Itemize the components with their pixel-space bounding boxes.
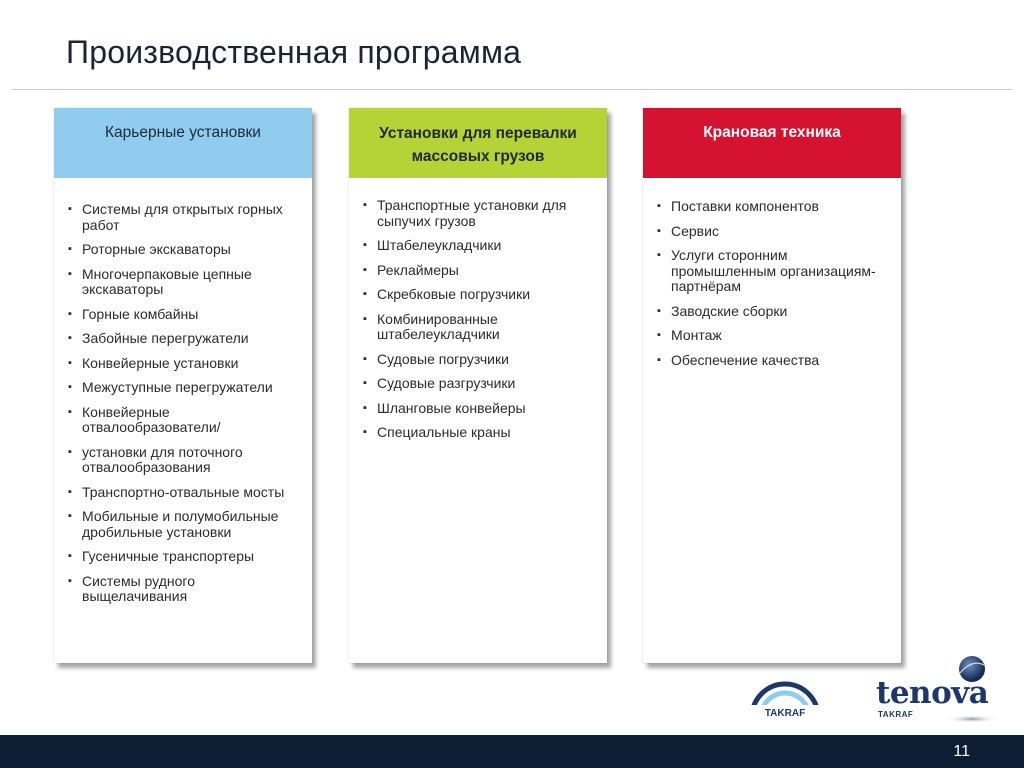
title-divider <box>12 89 1012 90</box>
page-number: 11 <box>953 743 970 760</box>
bullet-icon: ▪ <box>657 200 661 212</box>
tenova-logo <box>874 655 1002 727</box>
list-item: ▪ Забойные перегружатели <box>68 330 249 346</box>
list-item: ▪ Гусеничные транспортеры <box>68 548 255 564</box>
bullet-icon: ▪ <box>68 445 72 458</box>
list-item: ▪ Шланговые конвейеры <box>363 399 526 416</box>
column-header: Карьерные установки <box>54 108 312 178</box>
list-item: ▪ Штабелеукладчики <box>363 237 502 253</box>
bullet-icon: ▪ <box>363 377 367 389</box>
column-item-list <box>54 178 312 605</box>
bullet-icon: ▪ <box>363 199 367 211</box>
bullet-icon: ▪ <box>657 329 661 341</box>
bullet-icon: ▪ <box>68 356 72 369</box>
bullet-icon: ▪ <box>68 510 72 522</box>
list-item: ▪ Комбинированные штабелеукладчики <box>363 310 500 342</box>
list-item: ▪ Скребковые погрузчики <box>363 286 531 302</box>
bullet-icon: ▪ <box>363 263 367 276</box>
list-item: ▪ Монтаж <box>657 327 722 343</box>
bullet-icon: ▪ <box>68 332 72 344</box>
bullet-icon: ▪ <box>657 224 661 237</box>
bullet-icon: ▪ <box>68 267 72 280</box>
bullet-icon: ▪ <box>68 243 72 255</box>
column-mining-equipment <box>54 108 312 663</box>
list-item: ▪ Межуступные перегружатели <box>68 379 273 395</box>
bullet-icon: ▪ <box>68 307 72 320</box>
list-item: ▪ Обеспечение качества <box>657 351 820 368</box>
list-item: ▪ Поставки компонентов <box>657 198 819 214</box>
list-item: ▪ Системы для открытых горных работ <box>68 201 283 233</box>
bullet-icon: ▪ <box>363 401 367 414</box>
bullet-icon: ▪ <box>68 203 72 215</box>
column-header: Установки для перевалки массовых грузов <box>349 108 607 178</box>
list-item: ▪ установки для поточного отвалообразования <box>68 443 243 475</box>
column-item-list <box>643 178 901 368</box>
bullet-icon: ▪ <box>68 574 72 587</box>
column-header: Крановая техника <box>643 108 901 178</box>
list-item: ▪ Системы рудного выщелачивания <box>68 572 195 604</box>
list-item: ▪ Заводские сборки <box>657 302 788 319</box>
column-bulk-handling <box>349 108 607 663</box>
list-item: ▪ Услуги сторонним промышленным организациям-партнёрам <box>657 247 876 294</box>
list-item: ▪ Многочерпаковые цепные экскаваторы <box>68 265 252 297</box>
bullet-icon: ▪ <box>363 352 367 365</box>
takraf-logo-text: TAKRAF <box>764 708 806 719</box>
list-item: ▪ Транспортные установки для сыпучих грузов <box>363 197 567 229</box>
bullet-icon: ▪ <box>363 426 367 438</box>
bullet-icon: ▪ <box>68 550 72 562</box>
list-item: ▪ Конвейерные отвалообразователи/ <box>68 403 221 435</box>
list-item: ▪ Судовые разгрузчики <box>363 375 516 391</box>
bullet-icon: ▪ <box>68 381 72 393</box>
bullet-icon: ▪ <box>657 249 661 261</box>
list-item: ▪ Горные комбайны <box>68 305 199 322</box>
list-item: ▪ Конвейерные установки <box>68 354 239 371</box>
list-item: ▪ Роторные экскаваторы <box>68 241 231 257</box>
bullet-icon: ▪ <box>68 485 72 498</box>
bullet-icon: ▪ <box>657 304 661 317</box>
bullet-icon: ▪ <box>68 405 72 418</box>
bullet-icon: ▪ <box>657 353 661 366</box>
column-crane-technology <box>643 108 901 663</box>
column-item-list <box>349 178 607 441</box>
footer-bar <box>0 735 1024 768</box>
slide-title: Производственная программа <box>66 34 522 70</box>
list-item: ▪ Мобильные и полумобильные дробильные установки <box>68 508 279 540</box>
takraf-logo <box>748 679 822 719</box>
bullet-icon: ▪ <box>363 312 367 325</box>
tenova-subtext: TAKRAF <box>878 710 914 719</box>
list-item: ▪ Реклаймеры <box>363 261 459 278</box>
bullet-icon: ▪ <box>363 288 367 300</box>
list-item: ▪ Специальные краны <box>363 424 511 440</box>
bullet-icon: ▪ <box>363 239 367 251</box>
list-item: ▪ Сервис <box>657 222 719 239</box>
tenova-wordmark: tenova <box>876 675 989 711</box>
list-item: ▪ Судовые погрузчики <box>363 350 509 367</box>
list-item: ▪ Транспортно-отвальные мосты <box>68 483 285 500</box>
